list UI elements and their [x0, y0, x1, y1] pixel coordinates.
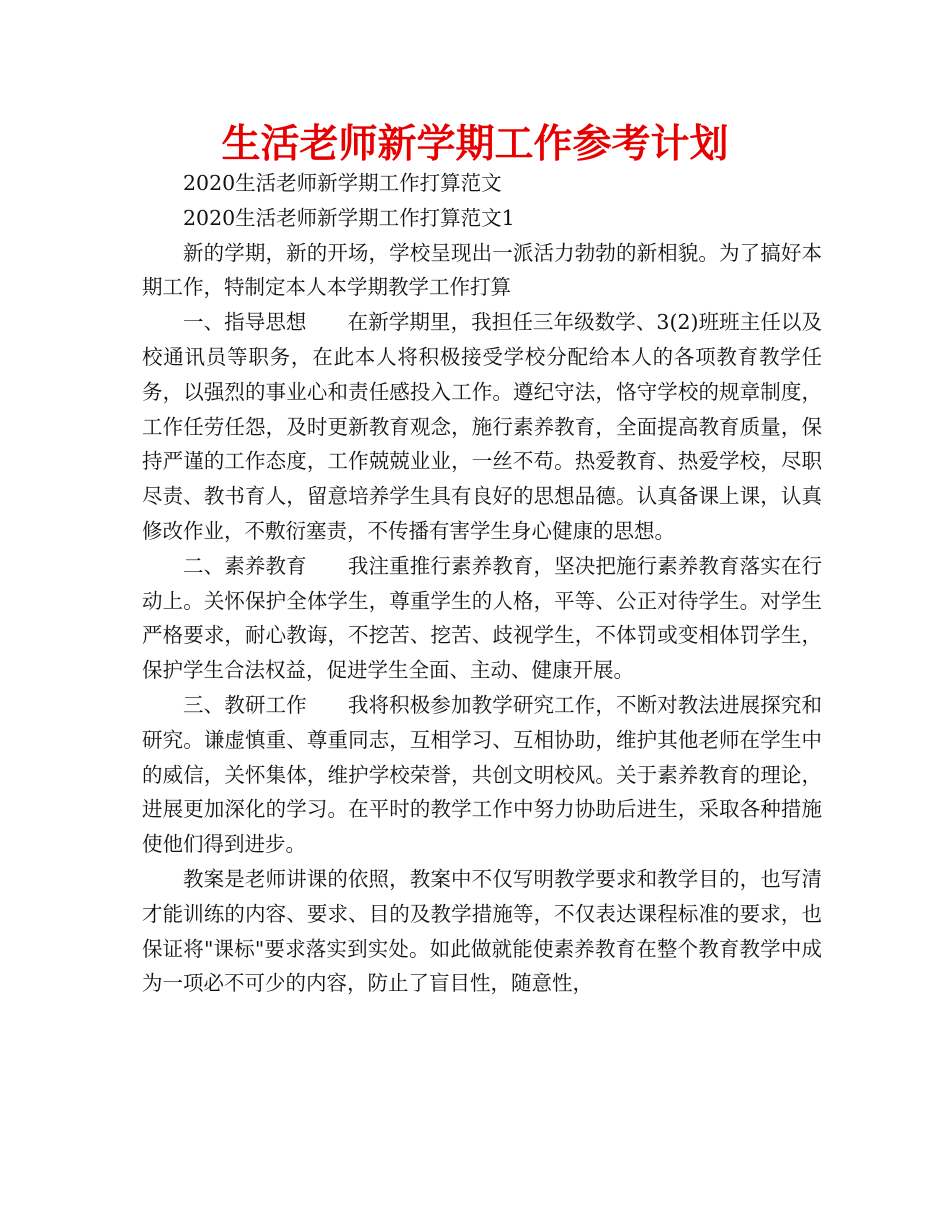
paragraph-teaching-research: 三、教研工作 我将积极参加教学研究工作，不断对教法进展探究和研究。谦虚慎重、尊重同志，互相学习、互相协助，维护其他老师在学生中的威信，关怀集体，维护学校荣誉，共创文明校风。关于素养教育的理论，进展更加深化的学习。在平时的教学工作中努力协助后进生，采取各种措施使他们得到进步。 [142, 692, 822, 857]
document-body [142, 166, 822, 1001]
paragraph-subtitle-2: 2020生活老师新学期工作打算范文1 [183, 205, 515, 230]
paragraph-lesson-plan: 教案是老师讲课的依照，教案中不仅写明教学要求和教学目的，也写清才能训练的内容、要求、目的及教学措施等，不仅表达课程标准的要求，也保证将"课标"要求落实到实处。如此做就能使素养教育在整个教育教学中成为一项必不可少的内容，防止了盲目性，随意性， [142, 866, 822, 996]
paragraph-intro: 新的学期，新的开场，学校呈现出一派活力勃勃的新相貌。为了搞好本期工作，特制定本人本学期教学工作打算 [142, 240, 822, 300]
paragraph-quality-education: 二、素养教育 我注重推行素养教育，坚决把施行素养教育落实在行动上。关怀保护全体学生，尊重学生的人格，平等、公正对待学生。对学生严格要求，耐心教诲，不挖苦、挖苦、歧视学生，不体罚或变相体罚学生，保护学生合法权益，促进学生全面、主动、健康开展。 [142, 553, 822, 683]
paragraph-guiding-thought: 一、指导思想 在新学期里，我担任三年级数学、3(2)班班主任以及校通讯员等职务，在此本人将积极接受学校分配给本人的各项教育教学任务，以强烈的事业心和责任感投入工作。遵纪守法，恪守学校的规章制度，工作任劳任怨，及时更新教育观念，施行素养教育，全面提高教育质量，保持严谨的工作态度，工作兢兢业业，一丝不苟。热爱教育、热爱学校，尽职尽责、教书育人，留意培养学生具有良好的思想品德。认真备课上课，认真修改作业，不敷衍塞责，不传播有害学生身心健康的思想。 [142, 310, 822, 543]
paragraph-subtitle: 2020生活老师新学期工作打算范文 [183, 171, 502, 195]
document-title: 生活老师新学期工作参考计划 [221, 122, 729, 167]
